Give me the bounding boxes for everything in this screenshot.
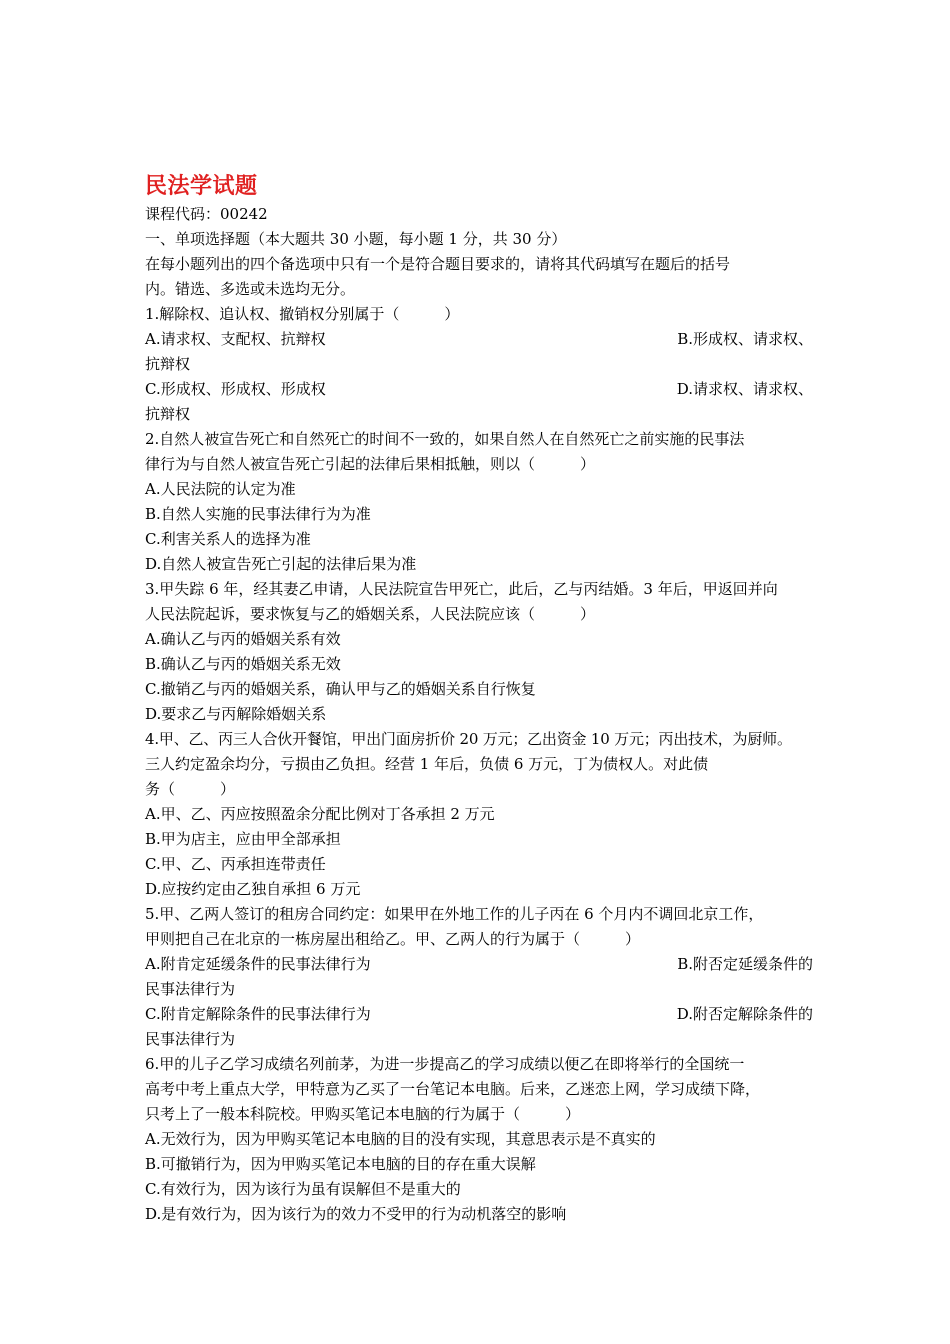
question-1-options-cd (145, 377, 813, 402)
section-heading: 一、单项选择题（本大题共 30 小题，每小题 1 分，共 30 分） (145, 230, 567, 248)
question-6-stem-2: 高考中考上重点大学，甲特意为乙买了一台笔记本电脑。后来，乙迷恋上网，学习成绩下降， (145, 1080, 761, 1098)
question-6-stem-3: 只考上了一般本科院校。甲购买笔记本电脑的行为属于（ ） (145, 1105, 581, 1123)
question-2-option-b: B.自然人实施的民事法律行为为准 (145, 505, 371, 523)
question-2-stem-2: 律行为与自然人被宣告死亡引起的法律后果相抵触，则以（ ） (145, 455, 596, 473)
question-1-option-d: D.请求权、请求权、 (676, 380, 813, 398)
question-4-option-d: D.应按约定由乙独自承担 6 万元 (145, 880, 361, 898)
question-5-options-ab (145, 952, 813, 977)
question-3-option-a: A.确认乙与丙的婚姻关系有效 (145, 630, 341, 648)
course-code: 课程代码：00242 (145, 205, 268, 223)
question-5-option-d: D.附否定解除条件的 (676, 1005, 813, 1023)
question-2-stem-1: 2.自然人被宣告死亡和自然死亡的时间不一致的，如果自然人在自然死亡之前实施的民事法 (145, 430, 745, 448)
question-3-option-b: B.确认乙与丙的婚姻关系无效 (145, 655, 341, 673)
question-1-options-ab (145, 327, 813, 352)
question-3-stem-2: 人民法院起诉，要求恢复与乙的婚姻关系，人民法院应该（ ） (145, 605, 596, 623)
instructions-line-2: 内。错选、多选或未选均无分。 (145, 280, 356, 298)
question-5-stem-1: 5.甲、乙两人签订的租房合同约定：如果甲在外地工作的儿子丙在 6 个月内不调回北京工作， (145, 905, 764, 923)
question-1-option-b-cont: 抗辩权 (145, 355, 191, 373)
question-3-option-c: C.撤销乙与丙的婚姻关系，确认甲与乙的婚姻关系自行恢复 (145, 680, 536, 698)
question-6-option-c: C.有效行为，因为该行为虽有误解但不是重大的 (145, 1180, 461, 1198)
question-1-option-d-cont: 抗辩权 (145, 405, 191, 423)
question-4-option-c: C.甲、乙、丙承担连带责任 (145, 855, 326, 873)
exam-page (145, 172, 813, 1227)
question-6-option-b: B.可撤销行为，因为甲购买笔记本电脑的目的存在重大误解 (145, 1155, 536, 1173)
question-4-stem-1: 4.甲、乙、丙三人合伙开餐馆，甲出门面房折价 20 万元；乙出资金 10 万元；丙出技术，为厨师。 (145, 730, 792, 748)
question-3-stem-1: 3.甲失踪 6 年，经其妻乙申请，人民法院宣告甲死亡，此后，乙与丙结婚。3 年后，甲返回并向 (145, 580, 778, 598)
exam-title: 民法学试题 (145, 174, 258, 199)
instructions-line-1: 在每小题列出的四个备选项中只有一个是符合题目要求的，请将其代码填写在题后的括号 (145, 255, 731, 273)
question-4-stem-2: 三人约定盈余均分，亏损由乙负担。经营 1 年后，负债 6 万元，丁为债权人。对此债 (145, 755, 709, 773)
question-4-stem-3: 务（ ） (145, 780, 236, 798)
question-4-option-a: A.甲、乙、丙应按照盈余分配比例对丁各承担 2 万元 (145, 805, 495, 823)
question-2-option-c: C.利害关系人的选择为准 (145, 530, 311, 548)
question-5-option-b-cont: 民事法律行为 (145, 980, 236, 998)
question-1-option-c: C.形成权、形成权、形成权 (145, 380, 326, 398)
question-1-option-b: B.形成权、请求权、 (677, 330, 813, 348)
question-3-option-d: D.要求乙与丙解除婚姻关系 (145, 705, 327, 723)
question-6-option-d: D.是有效行为，因为该行为的效力不受甲的行为动机落空的影响 (145, 1205, 567, 1223)
question-5-stem-2: 甲则把自己在北京的一栋房屋出租给乙。甲、乙两人的行为属于（ ） (145, 930, 641, 948)
question-2-option-d: D.自然人被宣告死亡引起的法律后果为准 (145, 555, 417, 573)
question-6-stem-1: 6.甲的儿子乙学习成绩名列前茅，为进一步提高乙的学习成绩以便乙在即将举行的全国统一 (145, 1055, 745, 1073)
question-5-option-a: A.附肯定延缓条件的民事法律行为 (145, 955, 371, 973)
question-5-option-d-cont: 民事法律行为 (145, 1030, 236, 1048)
question-5-options-cd (145, 1002, 813, 1027)
question-5-option-b: B.附否定延缓条件的 (677, 955, 813, 973)
question-6-option-a: A.无效行为，因为甲购买笔记本电脑的目的没有实现，其意思表示是不真实的 (145, 1130, 656, 1148)
question-4-option-b: B.甲为店主，应由甲全部承担 (145, 830, 341, 848)
question-1-stem: 1.解除权、追认权、撤销权分别属于（ ） (145, 305, 460, 323)
question-2-option-a: A.人民法院的认定为准 (145, 480, 296, 498)
question-1-option-a: A.请求权、支配权、抗辩权 (145, 330, 326, 348)
question-5-option-c: C.附肯定解除条件的民事法律行为 (145, 1005, 371, 1023)
